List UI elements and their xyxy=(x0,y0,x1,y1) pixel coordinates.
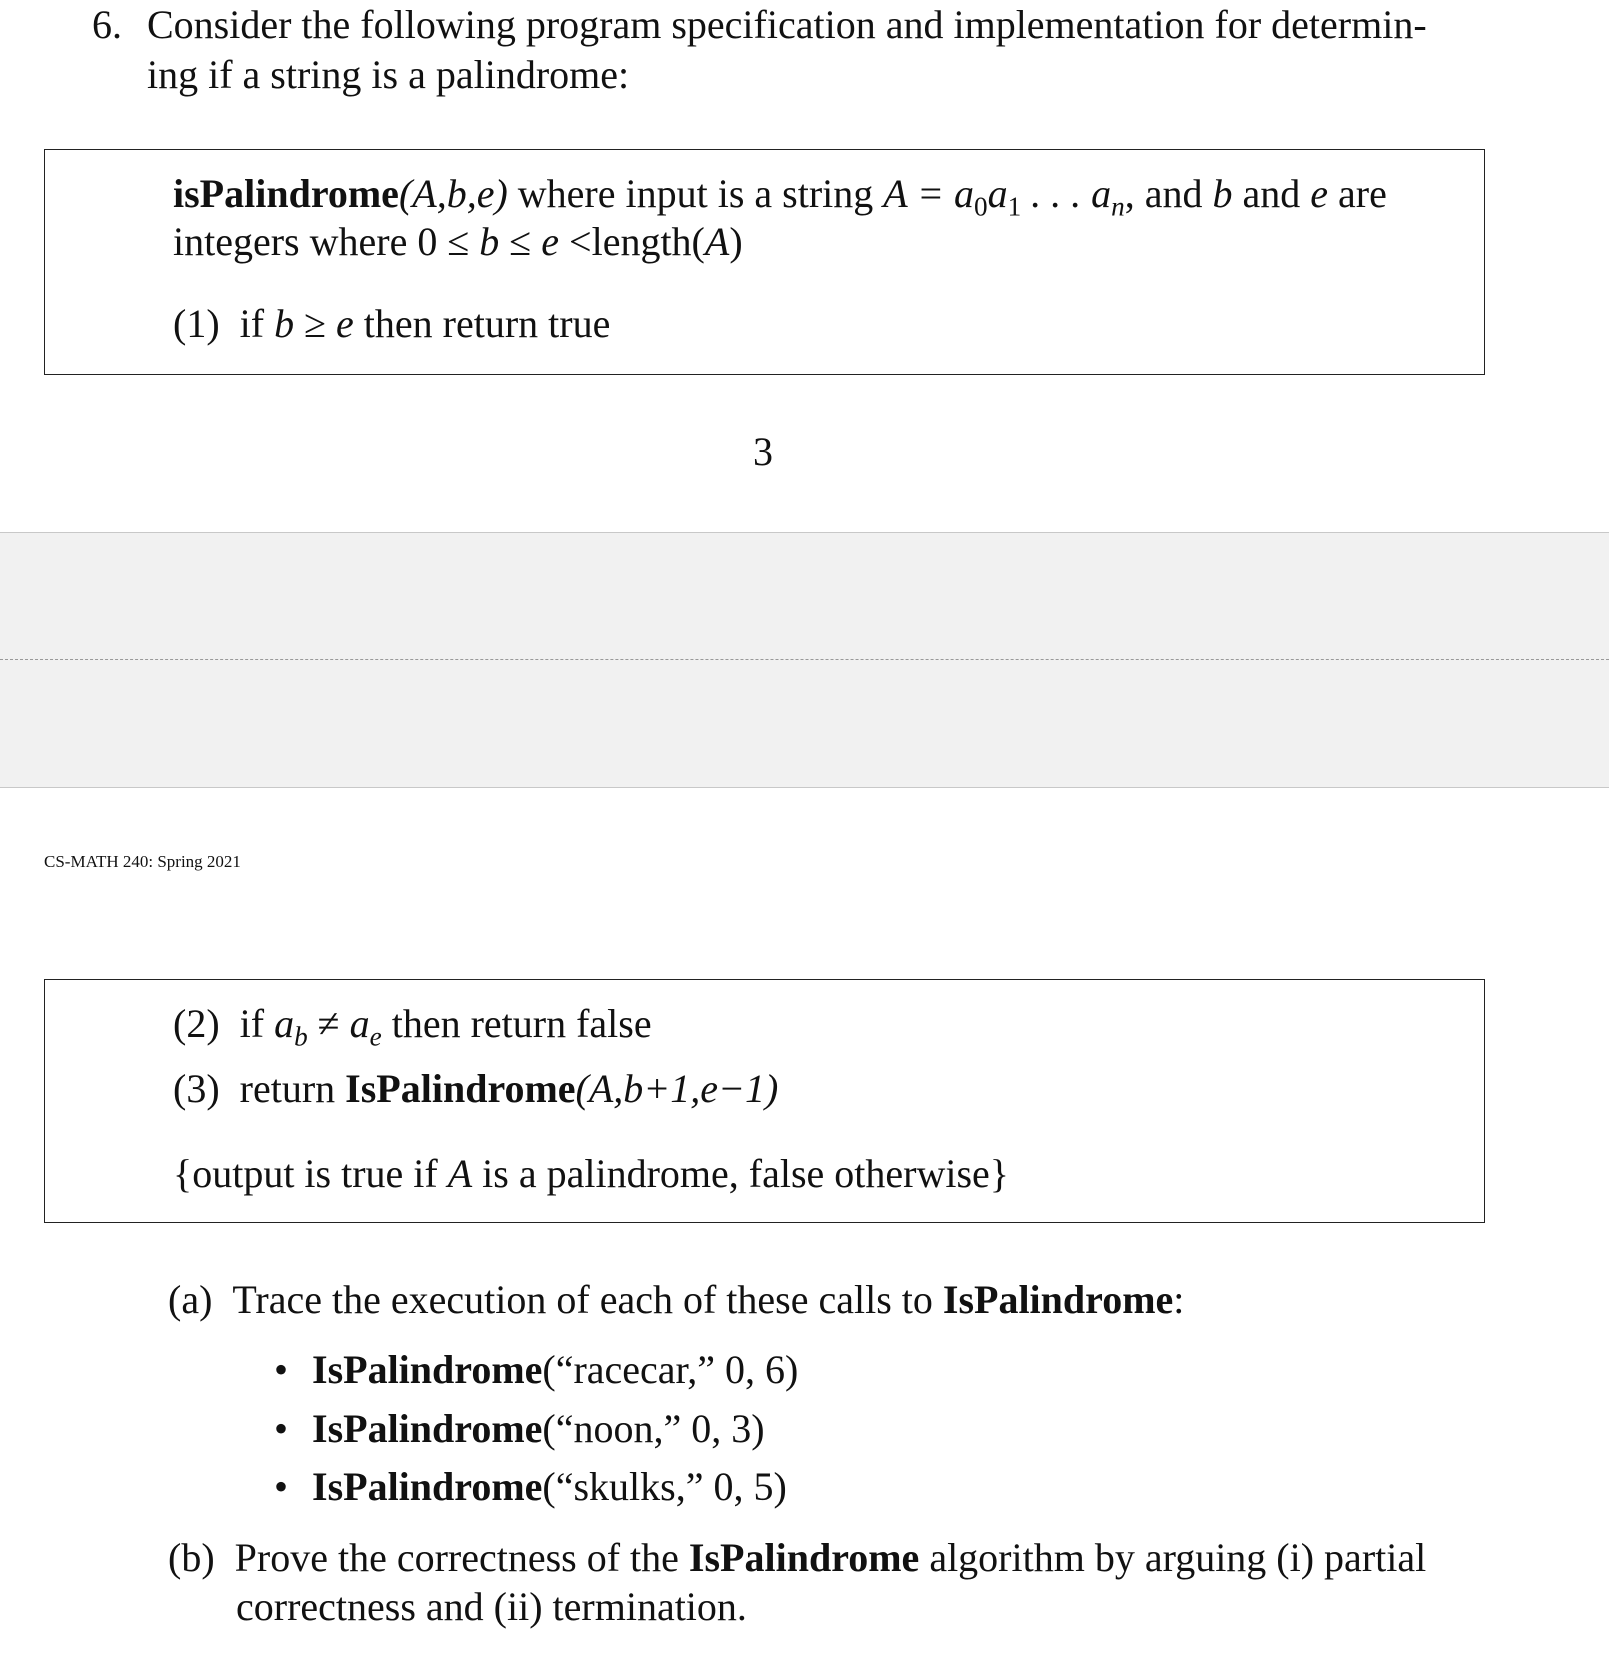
step-2-ae: a xyxy=(349,1001,370,1046)
call-3-args: (“skulks,” 0, 5) xyxy=(542,1464,787,1509)
spec-l2-b: b xyxy=(479,219,500,264)
spec-box-bottom xyxy=(44,979,1485,1223)
step-3-label: (3) xyxy=(173,1066,220,1111)
question-body xyxy=(147,0,1567,100)
part-b-line-1 xyxy=(168,1534,1426,1581)
step-1-op: ≥ xyxy=(294,301,337,346)
step-2-label: (2) xyxy=(173,1001,220,1046)
step-3-pre: return xyxy=(239,1066,346,1111)
part-a-func: IsPalindrome xyxy=(942,1277,1174,1322)
question-line-1: Consider the following program specification and implementation for determin- xyxy=(147,2,1427,47)
step-2-ab: a xyxy=(274,1001,295,1046)
part-b-line-2: correctness and (ii) termination. xyxy=(236,1584,747,1629)
output-close: is a palindrome, false otherwise} xyxy=(472,1151,1009,1196)
spec-line-1 xyxy=(173,170,1387,222)
step-2-pre: if xyxy=(239,1001,275,1046)
spec-and: , and xyxy=(1124,171,1213,216)
page-break-gap xyxy=(0,532,1609,788)
output-A: A xyxy=(447,1151,473,1196)
spec-subn: n xyxy=(1111,191,1125,222)
part-b-func: IsPalindrome xyxy=(688,1535,920,1580)
call-noon xyxy=(312,1405,765,1452)
step-3-func: IsPalindrome xyxy=(345,1066,576,1111)
output-spec xyxy=(173,1150,1009,1197)
output-open: {output is true if xyxy=(173,1151,448,1196)
step-1-pre: if xyxy=(239,301,275,346)
spec-box-top xyxy=(44,149,1485,375)
part-a-label: (a) xyxy=(168,1277,213,1322)
page-header-course: CS-MATH 240: Spring 2021 xyxy=(44,852,241,871)
spec-l2-close: ) xyxy=(729,219,743,264)
spec-and2: and xyxy=(1232,171,1311,216)
spec-dots: . . . a xyxy=(1021,171,1112,216)
question-number: 6. xyxy=(92,2,122,47)
page-break-divider xyxy=(0,659,1609,660)
spec-e: e xyxy=(1310,171,1329,216)
spec-l2-mid: ≤ xyxy=(499,219,542,264)
call-2-args: (“noon,” 0, 3) xyxy=(542,1406,765,1451)
call-racecar xyxy=(312,1346,798,1393)
step-2-sub-b: b xyxy=(294,1021,308,1052)
call-2-func: IsPalindrome xyxy=(312,1406,543,1451)
step-1-post: then return true xyxy=(353,301,611,346)
spec-a1: a xyxy=(987,171,1008,216)
call-1-args: (“racecar,” 0, 6) xyxy=(542,1347,799,1392)
step-1-e: e xyxy=(336,301,354,346)
part-a-colon: : xyxy=(1173,1277,1185,1322)
spec-func-name: isPalindrome xyxy=(173,171,399,216)
step-3 xyxy=(173,1065,778,1112)
step-2-sub-e: e xyxy=(369,1021,382,1052)
call-skulks xyxy=(312,1463,787,1510)
part-b-text1: Prove the correctness of the xyxy=(234,1535,689,1580)
bullet-icon: • xyxy=(274,1464,289,1509)
question-line-2: ing if a string is a palindrome: xyxy=(147,52,630,97)
call-1-func: IsPalindrome xyxy=(312,1347,543,1392)
spec-l2-pre: integers where 0 ≤ xyxy=(173,219,480,264)
spec-are: are xyxy=(1328,171,1387,216)
call-3-func: IsPalindrome xyxy=(312,1464,543,1509)
spec-string-eq: A = a xyxy=(883,171,974,216)
spec-l2-A: A xyxy=(704,219,730,264)
bullet-icon: • xyxy=(274,1347,289,1392)
spec-args: (A,b,e) xyxy=(398,171,508,216)
spec-l2-post: <length( xyxy=(559,219,705,264)
step-1 xyxy=(173,300,610,347)
spec-l2-e: e xyxy=(541,219,560,264)
part-a-text: Trace the execution of each of these calls to xyxy=(232,1277,943,1322)
spec-b: b xyxy=(1212,171,1233,216)
spec-sub1: 1 xyxy=(1007,191,1022,222)
step-2 xyxy=(173,1000,652,1052)
step-2-op: ≠ xyxy=(307,1001,350,1046)
spec-line-2 xyxy=(173,218,743,265)
bullet-icon: • xyxy=(274,1406,289,1451)
step-3-args: (A,b+1,e−1) xyxy=(575,1066,779,1111)
part-b-label: (b) xyxy=(168,1535,215,1580)
spec-where: where input is a string xyxy=(507,171,884,216)
spec-sub0: 0 xyxy=(973,191,988,222)
part-a xyxy=(168,1276,1184,1323)
step-2-post: then return false xyxy=(381,1001,652,1046)
step-1-b: b xyxy=(274,301,295,346)
step-1-label: (1) xyxy=(173,301,220,346)
page-number: 3 xyxy=(753,429,773,474)
part-b-text2: algorithm by arguing (i) partial xyxy=(919,1535,1427,1580)
